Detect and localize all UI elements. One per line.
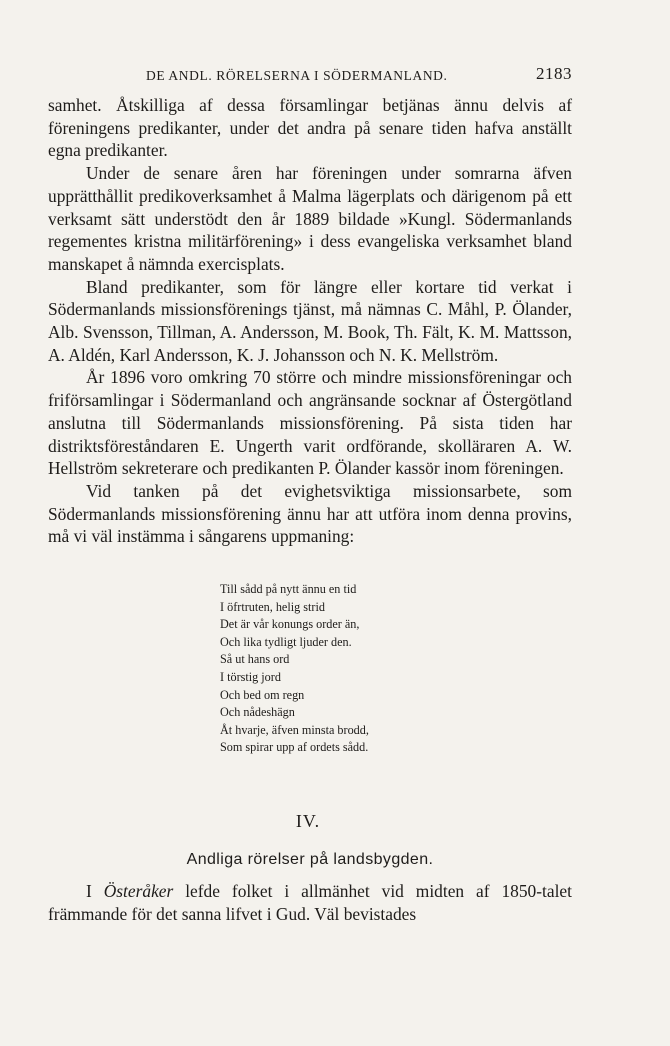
poem-line: Åt hvarje, äfven minsta brodd, <box>220 722 369 737</box>
page-number: 2183 <box>536 64 572 83</box>
final-paragraph <box>48 880 572 925</box>
poem <box>220 581 480 757</box>
chapter-number: IV. <box>295 811 321 831</box>
paragraph: År 1896 voro omkring 70 större och mindre missionsföreningar och friförsamlingar i Södermanland och angränsande socknar af Östergötland anslutna till Södermanlands missionsförening. På sista tiden har distriktsföreståndaren E. Ungerth varit ordförande, skolläraren A. W. Hellström sekreterare och predikanten P. Ölander kassör inom föreningen. <box>48 367 572 479</box>
poem-line: I öfrtruten, helig strid <box>220 599 325 614</box>
final-paragraph-lead: I <box>86 881 92 901</box>
poem-line: I törstig jord <box>220 669 281 684</box>
page-header <box>48 64 572 88</box>
poem-line: Och nådeshägn <box>220 705 295 720</box>
poem-line: Som spirar upp af ordets sådd. <box>220 740 369 755</box>
paragraph: samhet. Åtskilliga af dessa församlingar betjänas ännu delvis af föreningens predikanter, under det andra på senare tiden hafva anställt egna predikanter. <box>48 95 572 161</box>
place-name: Österåker <box>103 881 174 901</box>
final-paragraph-rest: lefde folket i allmänhet vid midten af 1850-talet främmande för det sanna lifvet i Gud. Väl bevistades <box>48 881 572 924</box>
poem-line: Till sådd på nytt ännu en tid <box>220 582 357 596</box>
body-text <box>48 94 572 548</box>
poem-line: Så ut hans ord <box>220 652 290 667</box>
running-title: DE ANDL. RÖRELSERNA I SÖDERMANLAND. <box>146 68 448 83</box>
poem-line: Det är vår konungs order än, <box>220 617 360 632</box>
chapter-title: Andliga rörelser på landsbygden. <box>186 851 434 868</box>
paragraph: Under de senare åren har föreningen under somrarna äfven upprätthållit predikoverksamhet å Malma lägerplats och därigenom på ett verksamt sätt understödt den år 1889 bildade »Kungl. Södermanlands regementes kristna militärförening» i dess evangeliska verksamhet bland manskapet å nämnda exercisplats. <box>48 163 572 274</box>
final-paragraph-block <box>48 880 572 925</box>
paragraph: Vid tanken på det evighetsviktiga missionsarbete, som Södermanlands missionsförening ännu har att utföra inom denna provins, må vi väl instämma i sångarens uppmaning: <box>48 480 572 547</box>
paragraph: Bland predikanter, som för längre eller kortare tid verkat i Södermanlands missionsförenings tjänst, må nämnas C. Måhl, P. Ölander, Alb. Svensson, Tillman, A. Andersson, M. Book, Th. Fält, K. M. Mattsson, A. Aldén, Karl Andersson, K. J. Johansson och N. K. Mellström. <box>48 276 572 365</box>
poem-line: Och bed om regn <box>220 687 305 702</box>
poem-line: Och lika tydligt ljuder den. <box>220 634 352 649</box>
